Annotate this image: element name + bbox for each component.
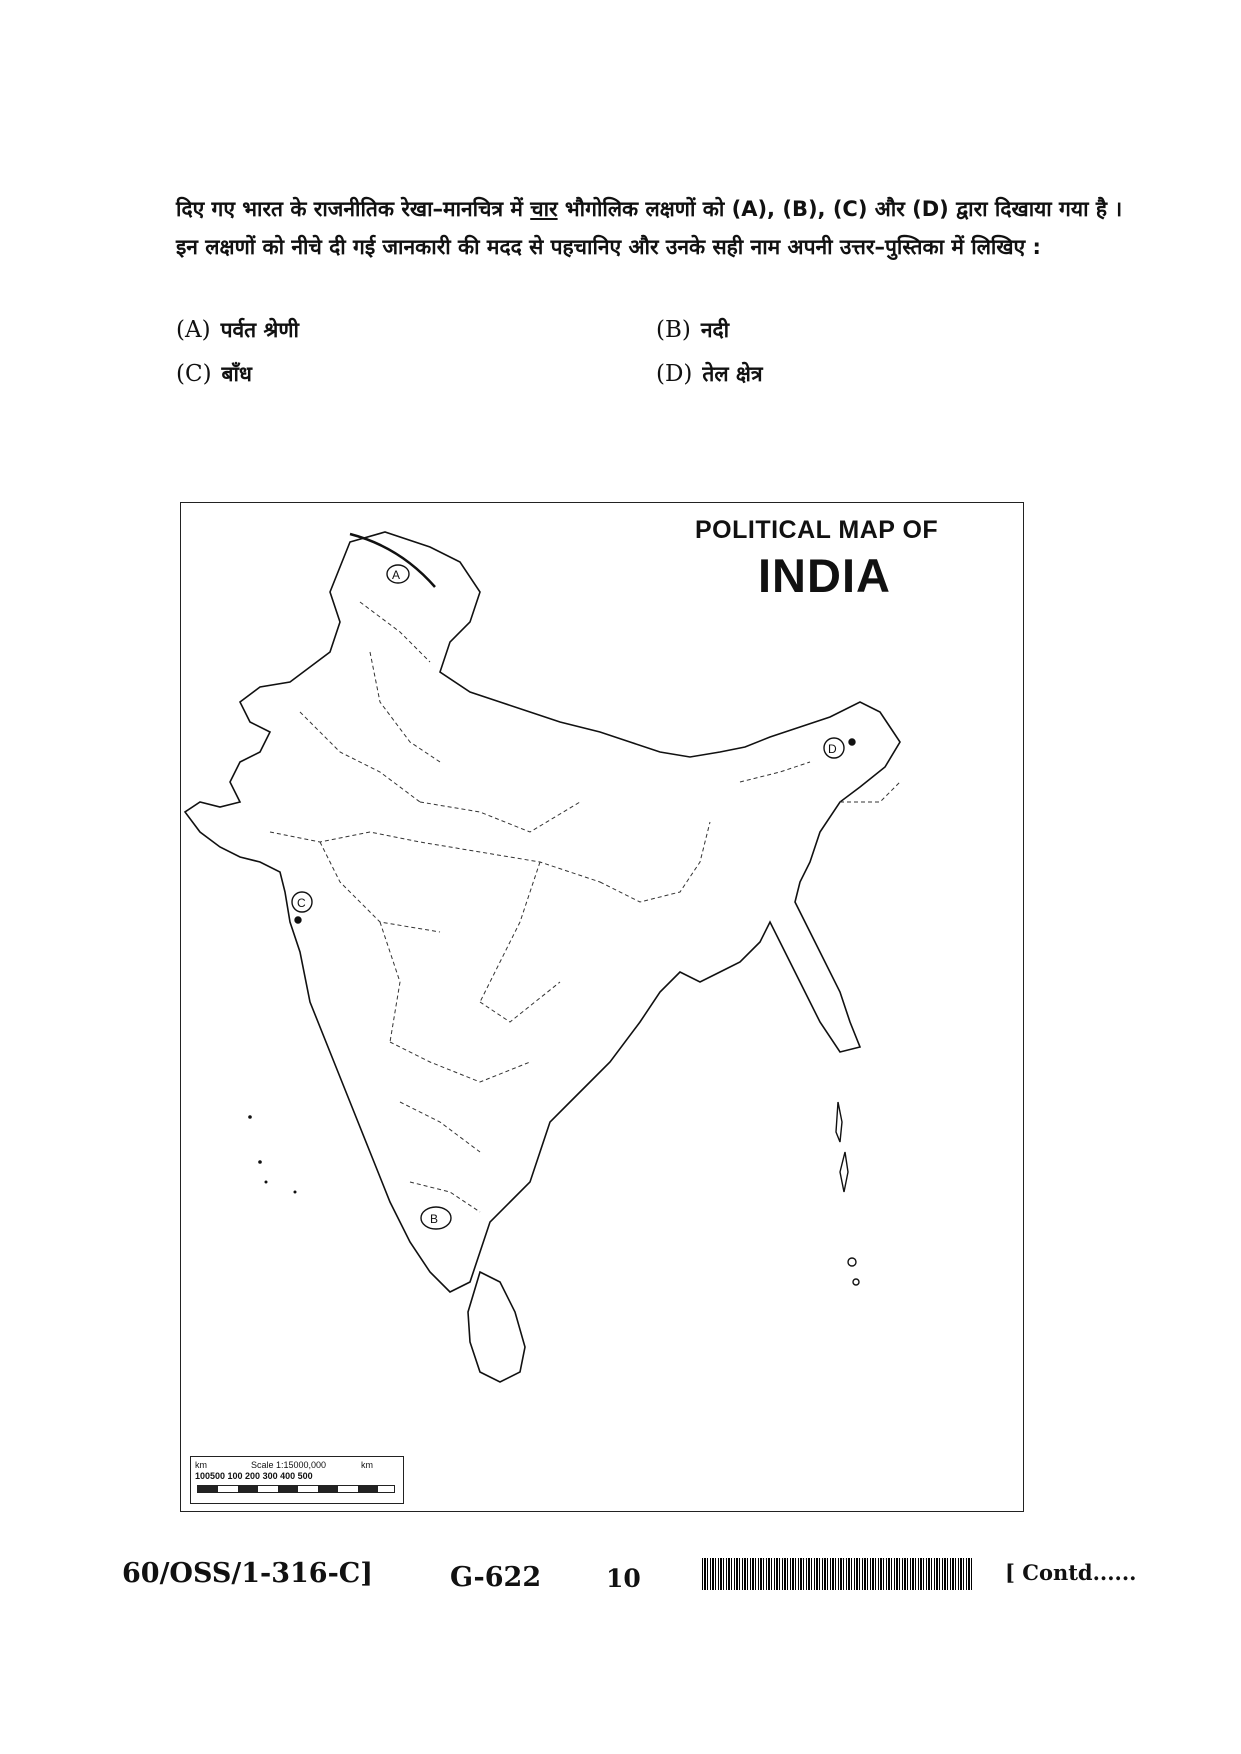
- barcode-icon: [702, 1558, 974, 1590]
- lakshadweep-islands: [248, 1115, 296, 1193]
- svg-text:C: C: [297, 896, 306, 910]
- marker-d: [824, 738, 855, 758]
- mainland-outline: [185, 532, 900, 1292]
- marker-a: [387, 565, 409, 583]
- option-c: (C) बाँध: [176, 361, 252, 387]
- svg-text:D: D: [828, 742, 837, 756]
- question-part2: भौगोलिक लक्षणों को (A), (B), (C) और (D) द्वारा दिखाया गया है । इन लक्षणों को नीचे दी गई जानकारी की मदद से पहचानिए और उनके सही नाम अपनी उत्तर–पुस्तिका में लिखिए :: [176, 197, 1123, 259]
- map-title-line1: POLITICAL MAP OF: [695, 516, 939, 544]
- question-underlined-word: चार: [530, 197, 558, 221]
- page-number: 10: [606, 1564, 641, 1593]
- question-text: [176, 190, 1136, 266]
- sri-lanka-outline: [468, 1272, 525, 1382]
- india-outline-map: [180, 502, 1022, 1510]
- continued-label: [ Contd......: [1005, 1560, 1137, 1585]
- svg-text:B: B: [430, 1212, 439, 1226]
- map-scale-box: km Scale 1:15000,000 km 100500 100 200 300 400 500: [190, 1456, 404, 1504]
- paper-code: 60/OSS/1-316-C]: [122, 1558, 374, 1589]
- map-title-line2: INDIA: [758, 549, 891, 602]
- svg-text:A: A: [392, 568, 401, 582]
- option-a: (A) पर्वत श्रेणी: [176, 317, 299, 343]
- scale-bar: [197, 1485, 395, 1493]
- option-d: (D) तेल क्षेत्र: [656, 361, 763, 387]
- question-part1: दिए गए भारत के राजनीतिक रेखा–मानचित्र में: [176, 197, 531, 221]
- state-borders: [270, 602, 900, 1212]
- andaman-islands: [836, 1102, 859, 1285]
- marker-c: [292, 892, 312, 923]
- marker-b: [421, 1207, 451, 1229]
- series-code: G-622: [450, 1562, 542, 1593]
- option-b: (B) नदी: [656, 317, 730, 343]
